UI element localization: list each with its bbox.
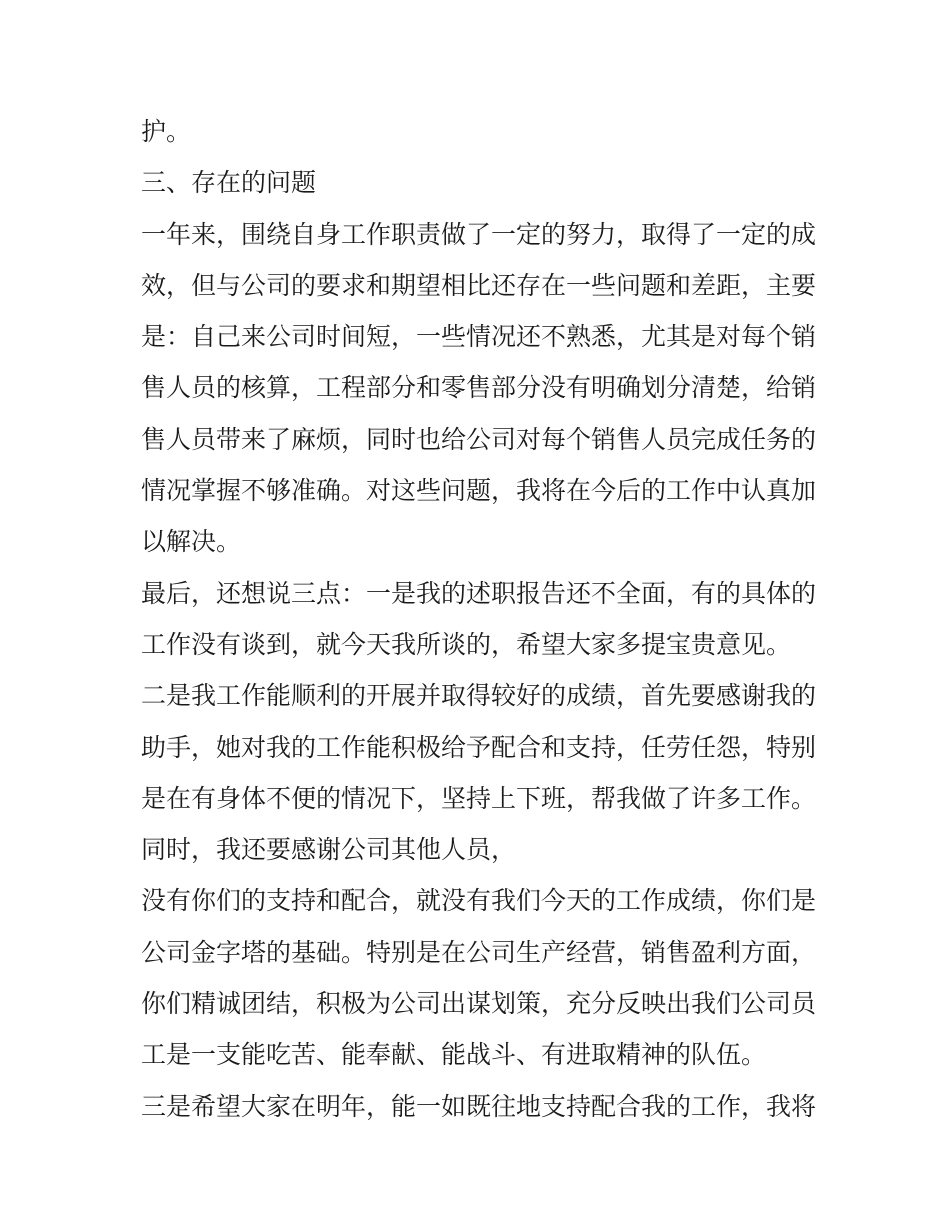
text-line: 是：自己来公司时间短，一些情况还不熟悉，尤其是对每个销 bbox=[141, 322, 817, 352]
text-line: 三是希望大家在明年，能一如既往地支持配合我的工作，我将 bbox=[141, 1091, 817, 1121]
text-line: 售人员的核算，工程部分和零售部分没有明确划分清楚，给销 bbox=[141, 373, 817, 403]
text-line: 工是一支能吃苦、能奉献、能战斗、有进取精神的队伍。 bbox=[141, 1040, 767, 1070]
text-line: 助手，她对我的工作能积极给予配合和支持，任劳任怨，特别 bbox=[141, 732, 817, 762]
text-line: 二是我工作能顺利的开展并取得较好的成绩，首先要感谢我的 bbox=[141, 681, 817, 711]
text-line: 你们精诚团结，积极为公司出谋划策，充分反映出我们公司员 bbox=[141, 989, 817, 1019]
text-line: 是在有身体不便的情况下，坚持上下班，帮我做了许多工作。 bbox=[141, 783, 817, 813]
text-line: 情况掌握不够准确。对这些问题，我将在今后的工作中认真加 bbox=[141, 476, 817, 506]
text-line: 最后，还想说三点：一是我的述职报告还不全面，有的具体的 bbox=[141, 578, 817, 608]
text-line: 工作没有谈到，就今天我所谈的，希望大家多提宝贵意见。 bbox=[141, 629, 792, 659]
text-line: 售人员带来了麻烦，同时也给公司对每个销售人员完成任务的 bbox=[141, 424, 817, 454]
document-body bbox=[141, 106, 821, 1132]
text-line: 没有你们的支持和配合，就没有我们今天的工作成绩，你们是 bbox=[141, 886, 817, 916]
text-line: 护。 bbox=[141, 117, 192, 146]
text-line: 以解决。 bbox=[141, 527, 242, 557]
text-line: 公司金字塔的基础。特别是在公司生产经营，销售盈利方面， bbox=[141, 937, 817, 967]
text-line: 效，但与公司的要求和期望相比还存在一些问题和差距，主要 bbox=[141, 270, 817, 300]
text-line: 一年来，围绕自身工作职责做了一定的努力，取得了一定的成 bbox=[141, 219, 817, 249]
text-line: 同时，我还要感谢公司其他人员， bbox=[141, 835, 517, 865]
section-heading: 三、存在的问题 bbox=[141, 168, 317, 198]
